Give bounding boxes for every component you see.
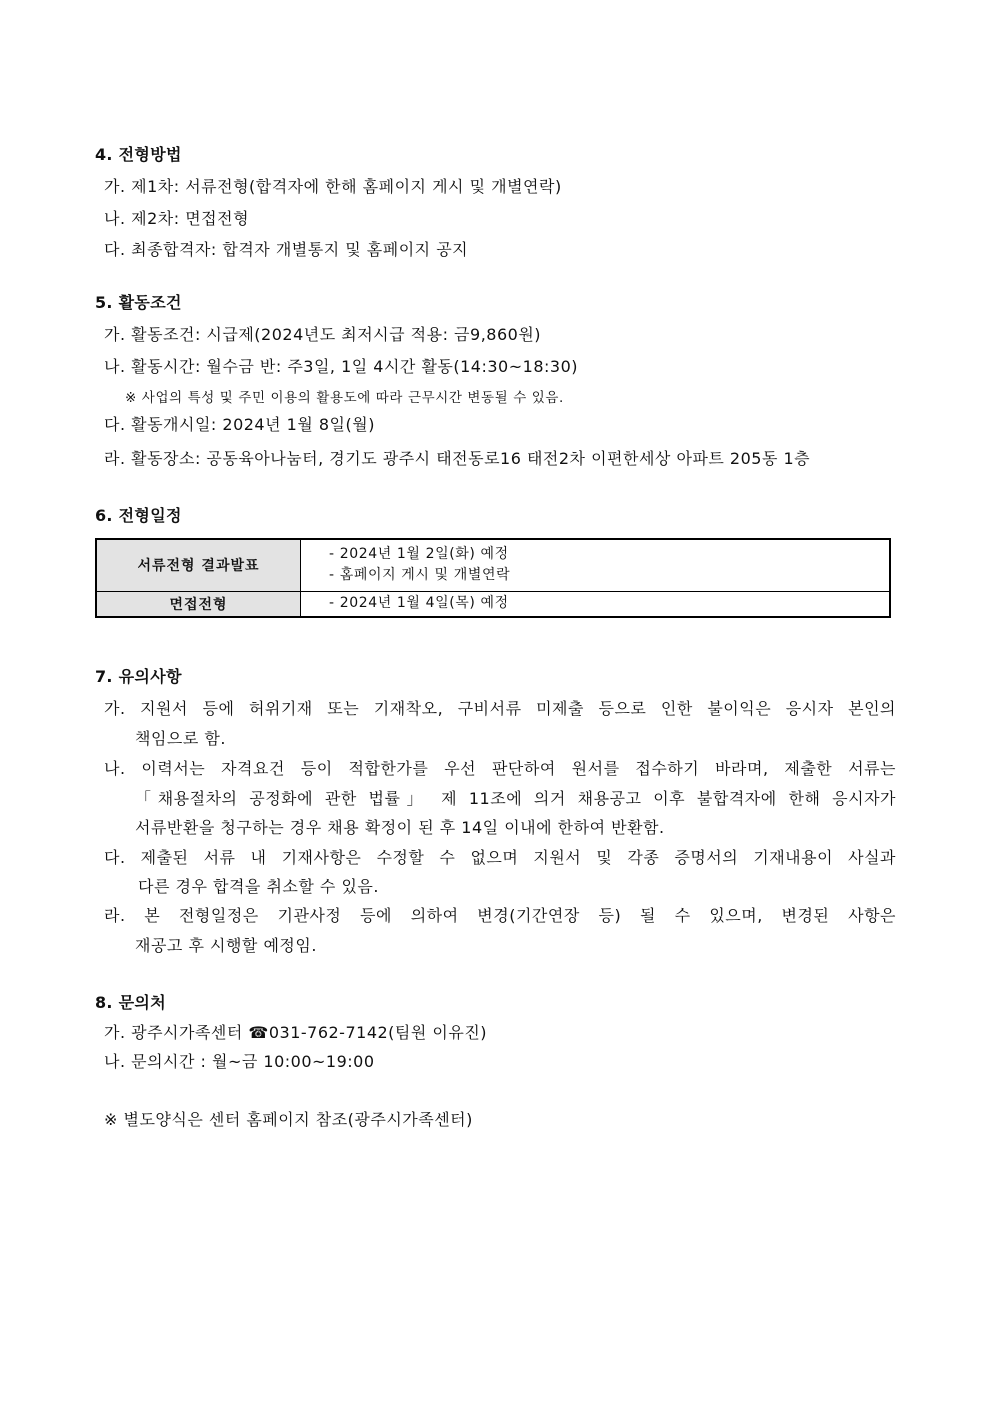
table-row xyxy=(96,539,890,591)
section-5-item-2: 나. 활동시간: 월수금 반: 주3일, 1일 4시간 활동(14:30~18:30) xyxy=(104,357,578,376)
section-7-item-d-line-2: 재공고 후 시행할 예정임. xyxy=(135,936,317,955)
section-4-title: 4. 전형방법 xyxy=(95,145,182,164)
schedule-value-line: - 2024년 1월 4일(목) 예정 xyxy=(329,595,509,612)
section-6-title: 6. 전형일정 xyxy=(95,506,182,525)
section-7-title: 7. 유의사항 xyxy=(95,667,182,686)
section-5-title: 5. 활동조건 xyxy=(95,293,182,312)
schedule-label-document-result: 서류전형 결과발표 xyxy=(96,539,301,591)
section-7-item-b-line-2: 「채용절차의 공정화에 관한 법률」 제 11조에 의거 채용공고 이후 불합격자에 한해 응시자가 xyxy=(135,789,896,808)
section-7-item-a-line-1: 가. 지원서 등에 허위기재 또는 기재착오, 구비서류 미제출 등으로 인한 불이익은 응시자 본인의 xyxy=(104,699,896,718)
schedule-value-document-result xyxy=(301,539,891,591)
table-row xyxy=(96,591,890,617)
section-5-note: ※ 사업의 특성 및 주민 이용의 활용도에 따라 근무시간 변동될 수 있음. xyxy=(125,390,564,406)
section-5-item-3: 다. 활동개시일: 2024년 1월 8일(월) xyxy=(104,415,375,434)
section-5-item-1: 가. 활동조건: 시급제(2024년도 최저시급 적용: 금9,860원) xyxy=(104,325,542,344)
section-7-item-c-line-1: 다. 제출된 서류 내 기재사항은 수정할 수 없으며 지원서 및 각종 증명서의 기재내용이 사실과 xyxy=(104,848,896,867)
section-4-item-1: 가. 제1차: 서류전형(합격자에 한해 홈페이지 게시 및 개별연락) xyxy=(104,177,562,196)
section-4-item-3: 다. 최종합격자: 합격자 개별통지 및 홈페이지 공지 xyxy=(104,240,469,259)
schedule-value-line: - 2024년 1월 2일(화) 예정 xyxy=(329,546,509,563)
schedule-value-line: - 홈페이지 게시 및 개별연락 xyxy=(329,567,511,584)
section-7-item-b-line-3: 서류반환을 청구하는 경우 채용 확정이 된 후 14일 이내에 한하여 반환함. xyxy=(135,818,665,837)
section-7-item-c-line-2: 다른 경우 합격을 취소할 수 있음. xyxy=(138,877,379,896)
schedule-table xyxy=(95,538,891,618)
schedule-value-interview xyxy=(301,591,891,617)
section-7-item-a-line-2: 책임으로 함. xyxy=(135,729,226,748)
section-4-item-2: 나. 제2차: 면접전형 xyxy=(104,209,250,228)
section-5-item-4: 라. 활동장소: 공동육아나눔터, 경기도 광주시 태전동로16 태전2차 이편한세상 아파트 205동 1층 xyxy=(104,449,811,468)
schedule-label-interview: 면접전형 xyxy=(96,591,301,617)
section-7-item-b-line-1: 나. 이력서는 자격요건 등이 적합한가를 우선 판단하여 원서를 접수하기 바라며, 제출한 서류는 xyxy=(104,759,896,778)
footer-note: ※ 별도양식은 센터 홈페이지 참조(광주시가족센터) xyxy=(104,1110,473,1129)
section-8-item-1: 가. 광주시가족센터 ☎031-762-7142(팀원 이유진) xyxy=(104,1023,488,1042)
section-8-item-2: 나. 문의시간 : 월~금 10:00~19:00 xyxy=(104,1052,375,1071)
section-7-item-d-line-1: 라. 본 전형일정은 기관사정 등에 의하여 변경(기간연장 등) 될 수 있으며, 변경된 사항은 xyxy=(104,906,896,925)
section-8-title: 8. 문의처 xyxy=(95,993,166,1012)
